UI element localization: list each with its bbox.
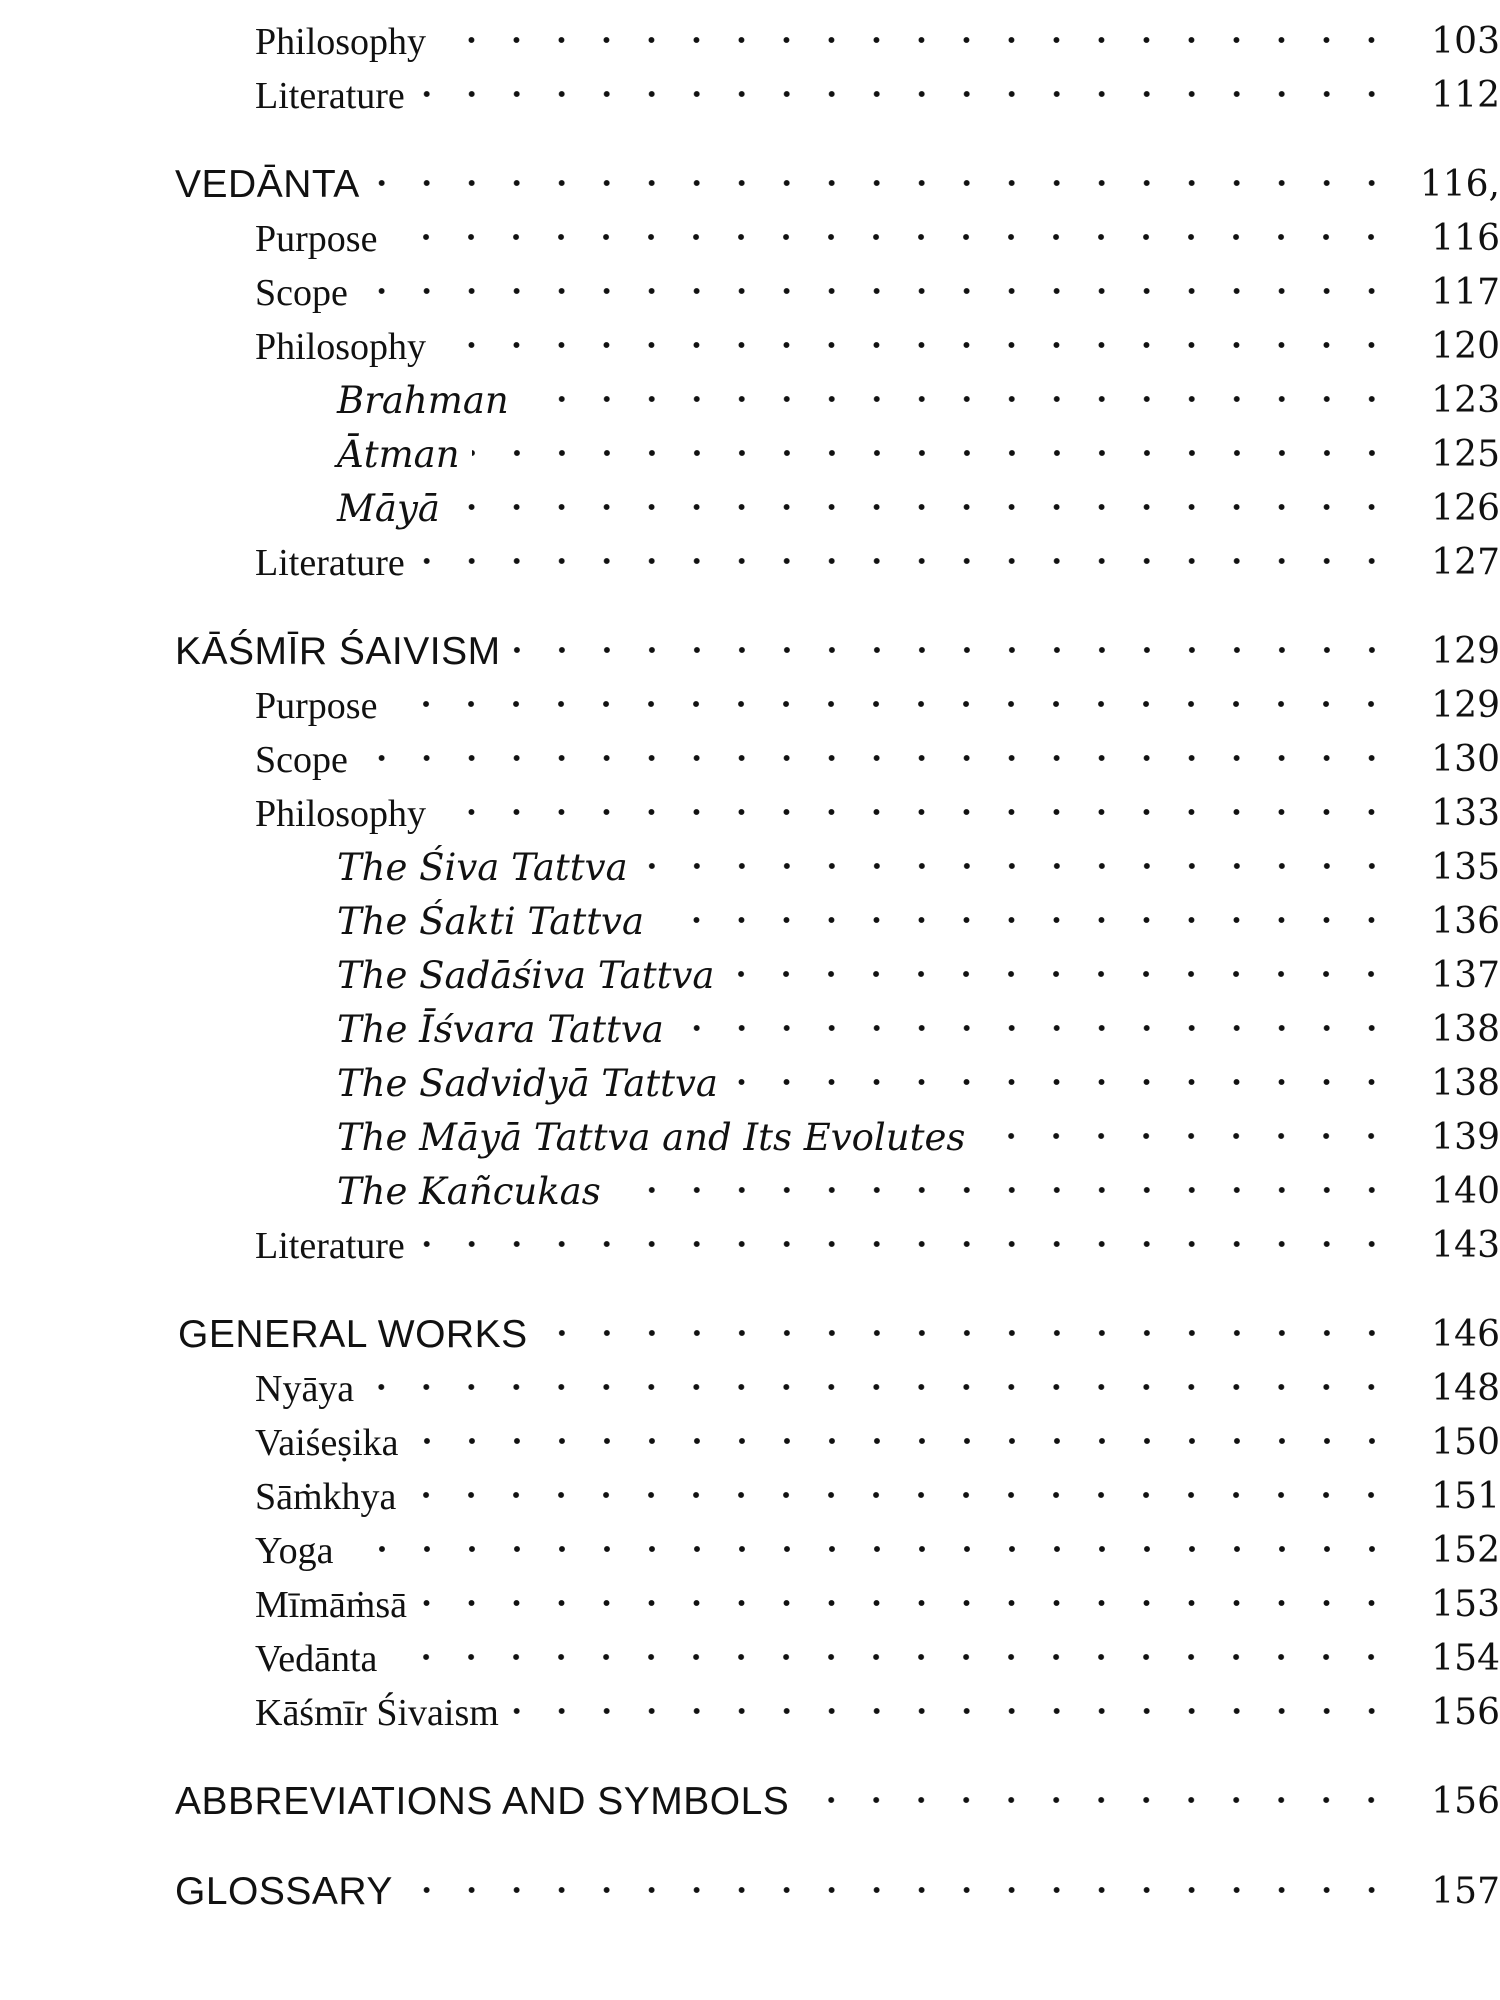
leader-dots (408, 1478, 1394, 1512)
toc-entry (0, 1683, 1500, 1739)
toc-entry (0, 1216, 1500, 1272)
leader-dots (730, 1065, 1394, 1099)
leader-dots (801, 1783, 1394, 1817)
toc-entry-page: 126 (1431, 488, 1500, 529)
toc-entry-page: 148 (1431, 1368, 1500, 1409)
toc-entry (0, 1000, 1500, 1056)
leader-dots (405, 1873, 1394, 1907)
toc-entry (0, 730, 1500, 786)
toc-entry-label: The Māyā Tattva and Its Evolutes (337, 1116, 966, 1159)
toc-entry-label: Kāśmīr Śivaism (255, 1692, 499, 1734)
toc-entry (0, 1054, 1500, 1110)
toc-entry-label: Purpose (255, 218, 378, 260)
toc-entry-page: 139 (1431, 1117, 1500, 1158)
toc-entry (0, 946, 1500, 1002)
toc-entry-label: The Kañcukas (337, 1170, 601, 1213)
toc-entry-label: KĀŚMĪR ŚAIVISM (175, 630, 501, 673)
toc-entry-page: 140 (1431, 1171, 1500, 1212)
toc-entry (0, 317, 1500, 373)
toc-entry (0, 784, 1500, 840)
leader-dots (540, 1316, 1394, 1350)
leader-dots (360, 741, 1394, 775)
toc-entry (0, 12, 1500, 68)
toc-entry-label: Brahman (337, 379, 509, 422)
leader-dots (419, 1586, 1394, 1620)
toc-entry-page: 151 (1431, 1476, 1500, 1517)
toc-entry-page: 125 (1431, 434, 1500, 475)
toc-entry-label: GLOSSARY (175, 1870, 393, 1913)
toc-entry-label: Yoga (255, 1530, 334, 1572)
toc-entry-label: The Śiva Tattva (337, 846, 628, 889)
toc-entry-page: 129 (1431, 631, 1500, 672)
toc-entry-page: 116 (1431, 218, 1500, 259)
toc-entry (0, 1413, 1500, 1469)
leader-dots (417, 544, 1394, 578)
leader-dots (977, 1119, 1394, 1153)
toc-entry (0, 533, 1500, 589)
leader-dots (521, 382, 1394, 416)
toc-entry (0, 66, 1500, 122)
toc-entry-page: 146 (1431, 1314, 1500, 1355)
toc-entry-label: Philosophy (255, 793, 427, 835)
toc-entry-page: 133 (1431, 793, 1500, 834)
toc-entry-label: Vedānta (255, 1638, 378, 1680)
toc-entry (0, 892, 1500, 948)
toc-entry (0, 1629, 1500, 1685)
toc-entry-page: 157 (1431, 1871, 1500, 1912)
toc-entry-page: 152 (1431, 1530, 1500, 1571)
toc-entry-label: Mīmāṁsā (255, 1584, 407, 1626)
leader-dots (417, 1227, 1394, 1261)
leader-dots (417, 77, 1394, 111)
leader-dots (438, 795, 1394, 829)
toc-entry (0, 155, 1500, 211)
toc-entry-page: 129 (1431, 685, 1500, 726)
toc-entry-label: Literature (255, 1225, 405, 1267)
toc-entry (0, 1772, 1500, 1828)
leader-dots (613, 1173, 1394, 1207)
toc-entry (0, 371, 1500, 427)
toc-entry-label: Purpose (255, 685, 378, 727)
toc-entry-label: The Īśvara Tattva (337, 1008, 664, 1051)
toc-entry-label: The Sadvidyā Tattva (337, 1062, 718, 1105)
toc-entry-label: Philosophy (255, 326, 427, 368)
leader-dots (389, 687, 1394, 721)
toc-entry-page: 153 (1431, 1584, 1500, 1625)
toc-entry-label: VEDĀNTA (175, 163, 360, 206)
toc-entry-page: 123 (1431, 380, 1500, 421)
leader-dots (472, 436, 1394, 470)
toc-entry-page: 138 (1431, 1009, 1500, 1050)
toc-entry (0, 838, 1500, 894)
toc-entry-label: Vaiśeṣika (255, 1422, 399, 1464)
toc-entry (0, 1467, 1500, 1523)
toc-entry-label: Literature (255, 542, 405, 584)
leader-dots (360, 274, 1394, 308)
toc-entry-page: 136 (1431, 901, 1500, 942)
leader-dots (372, 166, 1394, 200)
leader-dots (452, 490, 1394, 524)
toc-entry-page: 156 (1431, 1692, 1500, 1733)
leader-dots (438, 23, 1394, 57)
toc-entry-label: The Sadāśiva Tattva (337, 954, 715, 997)
leader-dots (513, 633, 1394, 667)
toc-entry-page: 120 (1431, 326, 1500, 367)
toc-entry-label: GENERAL WORKS (178, 1313, 528, 1356)
leader-dots (389, 220, 1394, 254)
toc-entry-label: Literature (255, 75, 405, 117)
toc-entry-page: 150 (1431, 1422, 1500, 1463)
toc-entry-label: Māyā (337, 487, 440, 530)
toc-entry-page: 138 (1431, 1063, 1500, 1104)
toc-entry-page: 127 (1431, 542, 1500, 583)
leader-dots (656, 903, 1394, 937)
leader-dots (676, 1011, 1394, 1045)
toc-entry (0, 425, 1500, 481)
toc-entry (0, 209, 1500, 265)
leader-dots (726, 957, 1394, 991)
toc-entry-page: 156 (1431, 1781, 1500, 1822)
leader-dots (511, 1694, 1394, 1728)
toc-entry (0, 1521, 1500, 1577)
toc-entry-page: 135 (1431, 847, 1500, 888)
leader-dots (366, 1370, 1394, 1404)
toc-entry (0, 479, 1500, 535)
toc-entry-page: 130 (1431, 739, 1500, 780)
toc-entry (0, 1862, 1500, 1918)
leader-dots (640, 849, 1394, 883)
toc-entry (0, 1359, 1500, 1415)
toc-entry-label: Sāṁkhya (255, 1476, 397, 1518)
toc-entry-label: The Śakti Tattva (337, 900, 645, 943)
toc-entry (0, 676, 1500, 732)
toc-entry (0, 1575, 1500, 1631)
toc-entry (0, 1108, 1500, 1164)
toc-entry-page: 143 (1431, 1225, 1500, 1266)
toc-entry-label: Ātman (337, 433, 460, 476)
toc-entry-page: 137 (1431, 955, 1500, 996)
toc-entry-page: 112 (1431, 75, 1500, 116)
toc-entry-page: 117 (1431, 272, 1500, 313)
toc-entry (0, 263, 1500, 319)
leader-dots (346, 1532, 1394, 1566)
toc-entry-page: 154 (1431, 1638, 1500, 1679)
toc-entry-label: Philosophy (255, 21, 427, 63)
leader-dots (411, 1424, 1394, 1458)
toc-entry-page: 103 (1431, 21, 1500, 62)
toc-entry (0, 1162, 1500, 1218)
toc-entry-label: Nyāya (255, 1368, 355, 1410)
toc-entry (0, 1305, 1500, 1361)
leader-dots (438, 328, 1394, 362)
toc-entry (0, 622, 1500, 678)
toc-entry-page: 116, (1419, 164, 1500, 205)
toc-entry-label: Scope (255, 739, 348, 781)
toc-entry-label: Scope (255, 272, 348, 314)
toc-entry-label: ABBREVIATIONS AND SYMBOLS (175, 1780, 790, 1823)
leader-dots (389, 1640, 1394, 1674)
